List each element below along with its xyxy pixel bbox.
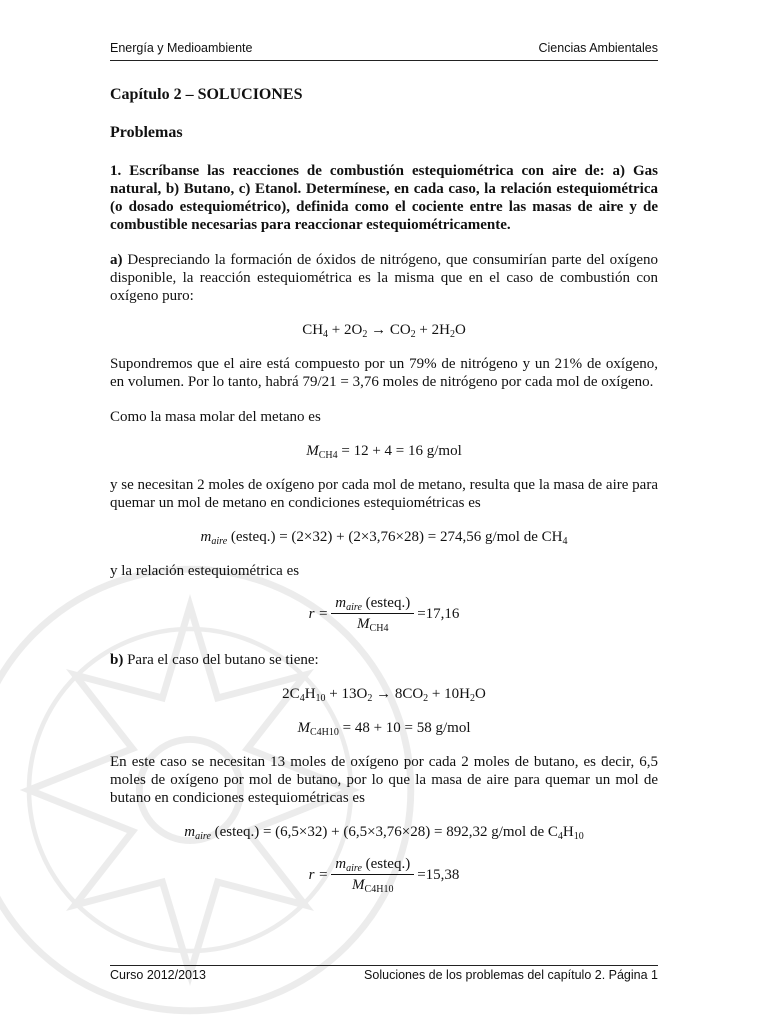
header-degree: Ciencias Ambientales (538, 41, 658, 55)
air-composition-paragraph: Supondremos que el aire está compuesto por un 79% de nitrógeno y un 21% de oxígeno, en volumen. Por lo tanto, habrá 79/21 = 3,76 moles de nitrógeno por cada mol de oxígeno. (110, 356, 658, 390)
document-body (110, 86, 658, 912)
butane-combustion-equation: $2C_4H_{10} + 13O_2 \to 8CO_2 + 10H_2O$ (282, 686, 486, 704)
ratio-intro: y la relación estequiométrica es (110, 563, 300, 579)
butane-molar-mass-equation: $M_{C4H10} = 48 + 10 = 58$ g/mol (297, 720, 471, 738)
methane-combustion-equation: $CH_4 + 2O_2 \to CO_2 + 2H_2O$ (302, 322, 466, 340)
chapter-title: Capítulo 2 – SOLUCIONES (110, 86, 303, 103)
page-header (110, 41, 658, 61)
part-b-intro: b) Para el caso del butano se tiene: (110, 652, 319, 668)
methane-molar-mass-equation: $M_{CH4} = 12 + 4 = 16$ g/mol (306, 443, 462, 461)
butane-ratio-value: =15,38 (417, 866, 460, 883)
air-mass-paragraph: y se necesitan 2 moles de oxígeno por cada mol de metano, resulta que la masa de aire para quemar un mol de metano en condiciones estequiométricas es (110, 477, 658, 511)
butane-oxygen-paragraph: En este caso se necesitan 13 moles de oxígeno por cada 2 moles de butano, es decir, 6,5 moles de oxígeno por mol de butano, por lo que la masa de aire para quemar un mol de butano en condiciones estequiométricas es (110, 754, 658, 806)
methane-air-mass-equation: $m_{aire}$ (esteq.) = (2×32) + (2×3,76×28) = 274,56 g/mol de $CH_4$ (200, 529, 568, 547)
problem-statement: 1. Escríbanse las reacciones de combustión estequiométrica con aire de: a) Gas natural, b) Butano, c) Etanol. Determínese, en cada caso, la relación estequiométrica (o dosado estequiométrico), definida como el cociente entre las masas de aire y de combustible necesarias para reaccionar estequiométricamente. (110, 163, 658, 233)
header-course: Energía y Medioambiente (110, 41, 253, 55)
methane-ratio-equation: r = $\frac{m_{aire} (esteq.)}{M_{CH4}}$ =17,16 (308, 595, 460, 634)
footer-page-info: Soluciones de los problemas del capítulo 2. Página 1 (364, 968, 658, 982)
butane-ratio-equation: r = $\frac{m_{aire} (esteq.)}{M_{C4H10}}$ =15,38 (308, 856, 460, 895)
butane-air-mass-equation: $m_{aire}$ (esteq.) = (6,5×32) + (6,5×3,76×28) = 892,32 g/mol de $C_4H_{10}$ (184, 824, 584, 842)
section-title: Problemas (110, 124, 183, 141)
part-a-intro: a) Despreciando la formación de óxidos de nitrógeno, que consumirían parte del oxígeno disponible, la reacción estequiométrica es la misma que en el caso de combustión con oxígeno puro: (110, 252, 658, 304)
molar-mass-intro: Como la masa molar del metano es (110, 409, 321, 425)
methane-ratio-value: =17,16 (417, 605, 460, 622)
footer-course-year: Curso 2012/2013 (110, 968, 206, 982)
page-footer (110, 965, 658, 982)
